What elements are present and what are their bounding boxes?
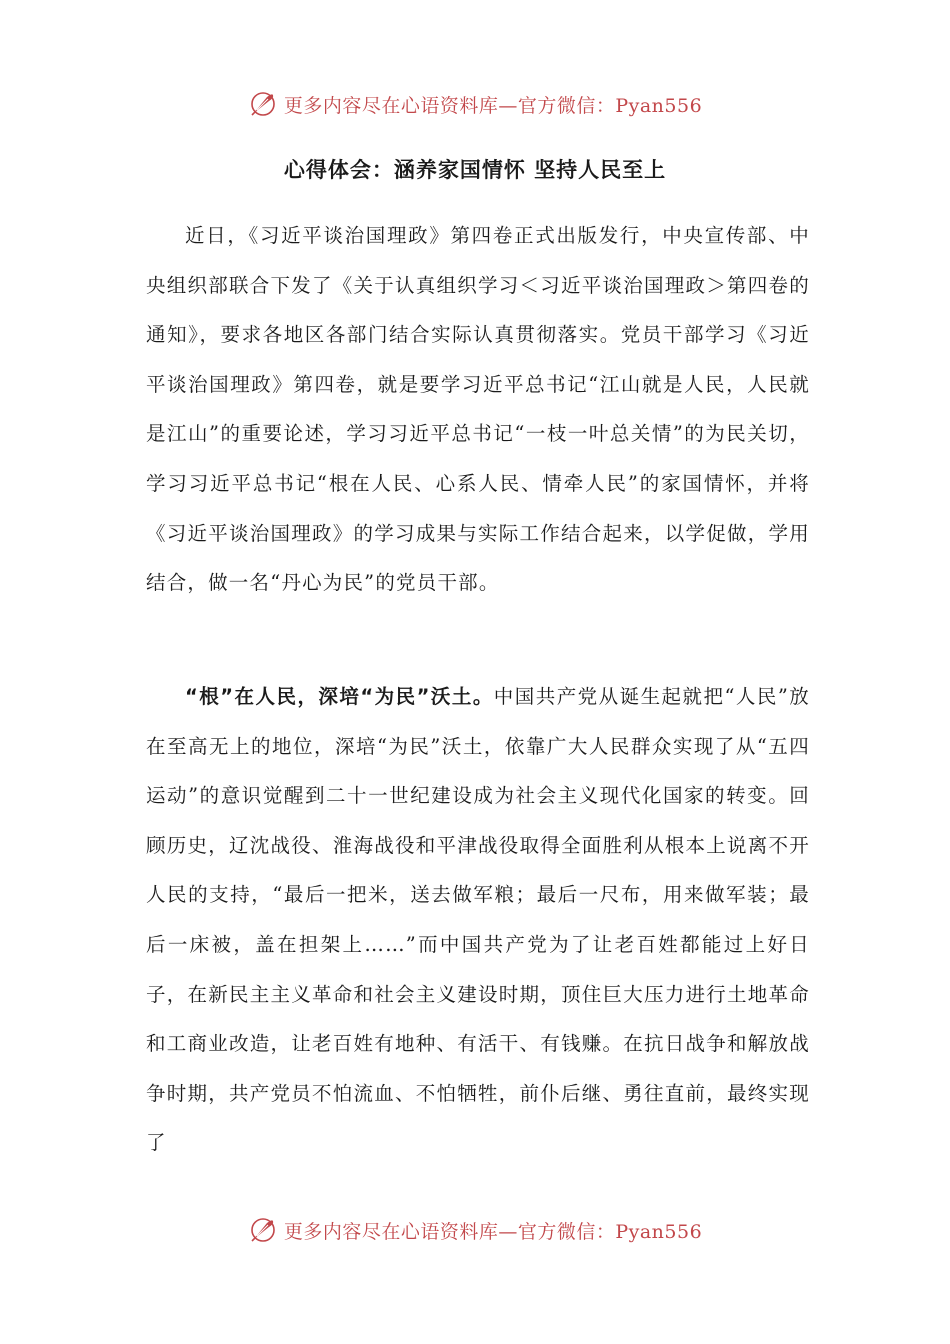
- paragraph-section-1: [146, 672, 810, 1168]
- footer-banner: [0, 1210, 950, 1250]
- paragraph-lead-heading: “根”在人民，深培“为民”沃土。: [185, 685, 494, 708]
- quill-pen-logo-icon: [248, 1215, 278, 1245]
- paragraph-body: 中国共产党从诞生起就把“人民”放在至高无上的地位，深培“为民”沃土，依靠广大人民群众实现了从“五四运动”的意识觉醒到二十一世纪建设成为社会主义现代化国家的转变。回顾历史，辽沈战役、淮海战役和平津战役取得全面胜利从根本上说离不开人民的支持，“最后一把米，送去做军粮；最后一尺布，用来做军装；最后一床被，盖在担架上……”而中国共产党为了让老百姓都能过上好日子，在新民主主义革命和社会主义建设时期，顶住巨大压力进行土地革命和工商业改造，让老百姓有地种、有活干、有钱赚。在抗日战争和解放战争时期，共产党员不怕流血、不怕牺牲，前仆后继、勇往直前，最终实现了: [146, 685, 810, 1155]
- header-banner: [0, 84, 950, 124]
- header-banner-text: 更多内容尽在心语资料库—官方微信：Pyan556: [283, 94, 703, 117]
- paragraph-intro: 近日，《习近平谈治国理政》第四卷正式出版发行，中央宣传部、中央组织部联合下发了《关于认真组织学习＜习近平谈治国理政＞第四卷的通知》，要求各地区各部门结合实际认真贯彻落实。党员干部学习《习近平谈治国理政》第四卷，就是要学习近平总书记“江山就是人民，人民就是江山”的重要论述，学习习近平总书记“一枝一叶总关情”的为民关切，学习习近平总书记“根在人民、心系人民、情牵人民”的家国情怀，并将《习近平谈治国理政》的学习成果与实际工作结合起来，以学促做，学用结合，做一名“丹心为民”的党员干部。: [146, 224, 810, 595]
- quill-pen-logo-icon: [248, 89, 278, 119]
- document-title: 心得体会：涵养家国情怀 坚持人民至上: [283, 158, 667, 182]
- footer-banner-text: 更多内容尽在心语资料库—官方微信：Pyan556: [283, 1220, 703, 1243]
